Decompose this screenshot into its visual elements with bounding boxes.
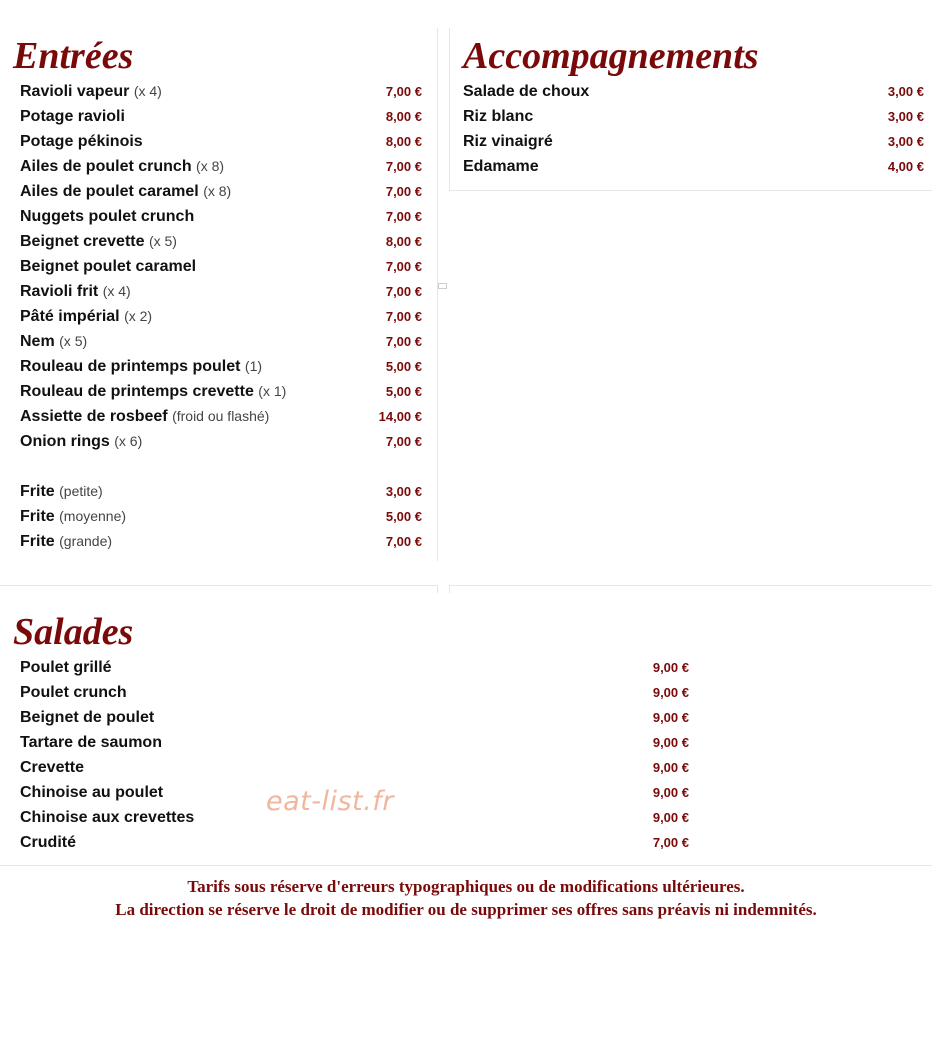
menu-item [20, 79, 422, 104]
menu-item-detail: (x 5) [148, 233, 177, 249]
menu-item [463, 154, 924, 179]
menu-item [463, 104, 924, 129]
menu-item-name: Chinoise aux crevettes [20, 809, 195, 826]
menu-item-name: Chinoise au poulet [20, 784, 164, 801]
salades-title: Salades [13, 611, 134, 653]
menu-item-name: Frite [20, 508, 55, 525]
menu-item-name: Tartare de saumon [20, 734, 162, 751]
menu-item-detail: (x 8) [203, 183, 232, 199]
menu-item-price: 7,00 € [385, 534, 422, 549]
menu-item [20, 304, 422, 329]
watermark-logo: eat-list.fr [266, 786, 394, 817]
menu-item [20, 730, 689, 755]
menu-item-price: 5,00 € [385, 509, 422, 524]
menu-item-name: Beignet de poulet [20, 709, 155, 726]
resize-handle [438, 283, 447, 289]
menu-item-name: Ravioli vapeur [20, 83, 130, 100]
menu-item-price: 7,00 € [385, 259, 422, 274]
menu-item-price: 7,00 € [385, 209, 422, 224]
accompagnements-title: Accompagnements [463, 35, 759, 77]
menu-item-price: 7,00 € [385, 334, 422, 349]
section-separator-right [449, 585, 932, 586]
menu-item-price: 7,00 € [385, 434, 422, 449]
menu-item-price: 8,00 € [385, 109, 422, 124]
menu-item-price: 5,00 € [385, 384, 422, 399]
menu-item-price: 9,00 € [652, 810, 689, 825]
menu-item [20, 504, 422, 529]
menu-item-name: Rouleau de printemps crevette [20, 383, 254, 400]
menu-item-name: Beignet poulet caramel [20, 258, 197, 275]
menu-item-price: 9,00 € [652, 660, 689, 675]
menu-item-price: 8,00 € [385, 234, 422, 249]
footer-disclaimer [0, 875, 932, 921]
menu-item-name: Pâté impérial [20, 308, 120, 325]
menu-item-name: Poulet crunch [20, 684, 127, 701]
menu-item [20, 204, 422, 229]
section-separator-left [0, 585, 437, 586]
column-divider [437, 28, 438, 561]
menu-item-name: Edamame [463, 158, 539, 175]
menu-item-name: Assiette de rosbeef [20, 408, 168, 425]
menu-item [20, 154, 422, 179]
entrees-list [20, 79, 422, 554]
menu-item-name: Crevette [20, 759, 85, 776]
menu-item-price: 5,00 € [385, 359, 422, 374]
menu-item-detail: (x 1) [258, 383, 287, 399]
menu-item [20, 129, 422, 154]
menu-item-name: Ravioli frit [20, 283, 99, 300]
menu-item [20, 655, 689, 680]
menu-item-detail: (petite) [59, 483, 103, 499]
footer-separator [0, 865, 932, 866]
section-separator-tick [449, 585, 450, 593]
menu-item [20, 354, 422, 379]
footer-line-2: La direction se réserve le droit de modifier ou de supprimer ses offres sans préavis ni indemnités. [115, 900, 817, 919]
menu-item [20, 429, 422, 454]
menu-item-detail: (x 4) [133, 83, 162, 99]
menu-item-price: 4,00 € [887, 159, 924, 174]
menu-item [20, 254, 422, 279]
menu-item-name: Beignet crevette [20, 233, 145, 250]
menu-item [463, 79, 924, 104]
menu-item-price: 7,00 € [652, 835, 689, 850]
menu-item-name: Nuggets poulet crunch [20, 208, 195, 225]
menu-item-name: Riz vinaigré [463, 133, 553, 150]
list-spacer [20, 454, 422, 479]
menu-item-name: Riz blanc [463, 108, 534, 125]
menu-item-name: Frite [20, 533, 55, 550]
menu-item-name: Poulet grillé [20, 659, 112, 676]
menu-item-price: 14,00 € [378, 409, 422, 424]
menu-item-price: 9,00 € [652, 685, 689, 700]
right-panel-left-border [449, 28, 450, 190]
menu-item-detail: (1) [244, 358, 263, 374]
menu-item [20, 179, 422, 204]
menu-item [20, 404, 422, 429]
accompagnements-list [463, 79, 924, 179]
menu-item-name: Nem [20, 333, 55, 350]
menu-item [20, 680, 689, 705]
menu-item [20, 755, 689, 780]
menu-item [20, 830, 689, 855]
menu-item [20, 329, 422, 354]
menu-item-price: 3,00 € [887, 84, 924, 99]
menu-item-name: Potage ravioli [20, 108, 125, 125]
menu-item [20, 529, 422, 554]
menu-item [20, 279, 422, 304]
footer-line-1: Tarifs sous réserve d'erreurs typographiques ou de modifications ultérieures. [187, 877, 745, 896]
menu-item-price: 3,00 € [887, 134, 924, 149]
menu-item-price: 7,00 € [385, 284, 422, 299]
menu-item-name: Potage pékinois [20, 133, 143, 150]
menu-item-price: 9,00 € [652, 710, 689, 725]
column-divider-lower [437, 585, 438, 593]
menu-item-price: 7,00 € [385, 84, 422, 99]
menu-item-name: Salade de choux [463, 83, 590, 100]
entrees-title: Entrées [13, 35, 134, 77]
menu-item-detail: (x 5) [59, 333, 88, 349]
menu-item-price: 3,00 € [385, 484, 422, 499]
menu-item-price: 7,00 € [385, 184, 422, 199]
menu-item-price: 8,00 € [385, 134, 422, 149]
menu-item-detail: (x 6) [114, 433, 143, 449]
right-panel-bottom-border [449, 190, 932, 191]
menu-item-detail: (x 4) [102, 283, 131, 299]
menu-item-name: Ailes de poulet crunch [20, 158, 192, 175]
menu-item-detail: (grande) [59, 533, 113, 549]
menu-item-price: 7,00 € [385, 309, 422, 324]
menu-item [20, 705, 689, 730]
menu-item [20, 104, 422, 129]
menu-item-detail: (moyenne) [59, 508, 127, 524]
menu-item-name: Crudité [20, 834, 76, 851]
salades-list [20, 655, 689, 855]
menu-item-price: 9,00 € [652, 760, 689, 775]
menu-item-detail: (x 2) [124, 308, 153, 324]
menu-item-detail: (froid ou flashé) [172, 408, 270, 424]
menu-item-price: 7,00 € [385, 159, 422, 174]
menu-item-detail: (x 8) [196, 158, 225, 174]
menu-item [20, 379, 422, 404]
menu-item-price: 3,00 € [887, 109, 924, 124]
menu-item-name: Onion rings [20, 433, 110, 450]
menu-item [463, 129, 924, 154]
menu-item-price: 9,00 € [652, 735, 689, 750]
menu-item [20, 229, 422, 254]
menu-item-name: Frite [20, 483, 55, 500]
menu-item-name: Ailes de poulet caramel [20, 183, 199, 200]
menu-item-price: 9,00 € [652, 785, 689, 800]
menu-item [20, 479, 422, 504]
menu-item-name: Rouleau de printemps poulet [20, 358, 241, 375]
